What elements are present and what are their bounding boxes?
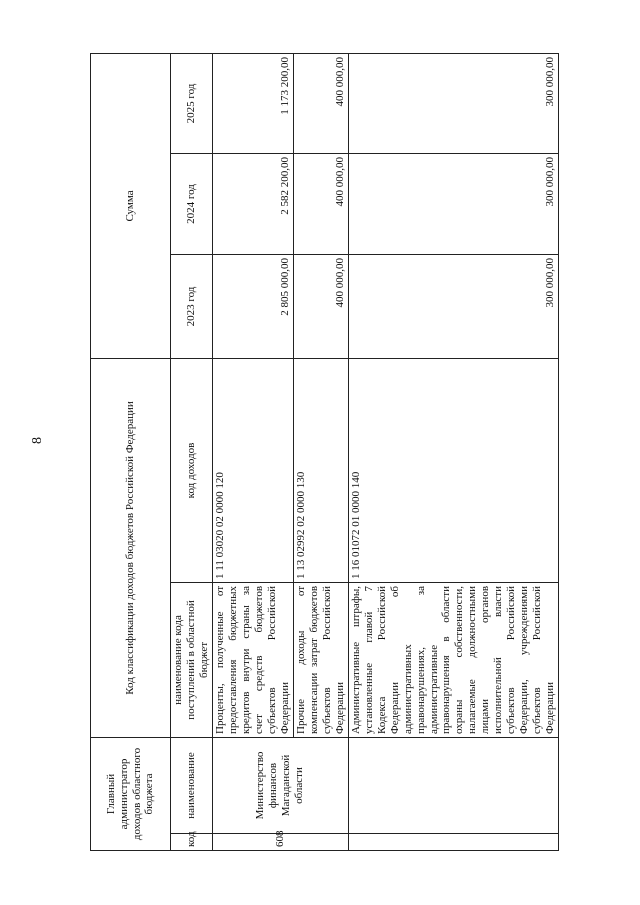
revenue-name-cell: Административные штрафы, установленные главой 7 Кодекса Российской Федерации об административных правонарушениях, за административные правонарушения в области охраны собственности, налагаемые должностными лицами органов исполнительной власти субъектов Российской Федерации, учреждениями субъектов Российской Федерации [348,582,559,737]
amount-2024-cell: 300 000,00 [348,153,559,254]
admin-group-header: Главный администратор доходов областного бюджета [91,737,171,850]
admin-code-header: код [171,834,213,851]
classification-group-header: Код классификации доходов бюджетов Российской Федерации [91,358,171,737]
admin-name-cell: Министерство финансов Магаданской области [213,737,349,833]
amount-2023-cell: 300 000,00 [348,254,559,358]
table-row [293,53,348,850]
revenue-code-cell: 1 11 03020 02 0000 120 [213,358,294,582]
revenue-code-cell: 1 16 01072 01 0000 140 [348,358,559,582]
amount-2025-cell: 300 000,00 [348,53,559,153]
admin-name-cell-empty [348,737,559,833]
amount-2024-cell: 2 582 200,00 [213,153,294,254]
amount-2024-cell: 400 000,00 [293,153,348,254]
revenue-table [90,53,559,851]
year-2025-header: 2025 год [171,53,213,153]
table-row [213,53,294,850]
table-row [348,53,559,850]
revenue-name-cell: Прочие доходы от компенсации затрат бюджетов субъектов Российской Федерации [293,582,348,737]
revenue-code-header: код доходов [171,358,213,582]
admin-name-header: наименование [171,737,213,833]
amount-2025-cell: 1 173 200,00 [213,53,294,153]
sum-group-header: Сумма [91,53,171,358]
year-2023-header: 2023 год [171,254,213,358]
revenue-name-cell: Проценты, полученные от предоставления бюджетных кредитов внутри страны за счет средств бюджетов субъектов Российской Федерации [213,582,294,737]
rotated-table-wrapper [90,54,557,851]
page-number: 8 [30,437,45,444]
admin-code-cell-empty [348,834,559,851]
amount-2023-cell: 400 000,00 [293,254,348,358]
admin-code-cell: 608 [213,834,349,851]
year-2024-header: 2024 год [171,153,213,254]
revenue-name-header: наименование кода поступлений в областной бюджет [171,582,213,737]
amount-2023-cell: 2 805 000,00 [213,254,294,358]
amount-2025-cell: 400 000,00 [293,53,348,153]
revenue-code-cell: 1 13 02992 02 0000 130 [293,358,348,582]
